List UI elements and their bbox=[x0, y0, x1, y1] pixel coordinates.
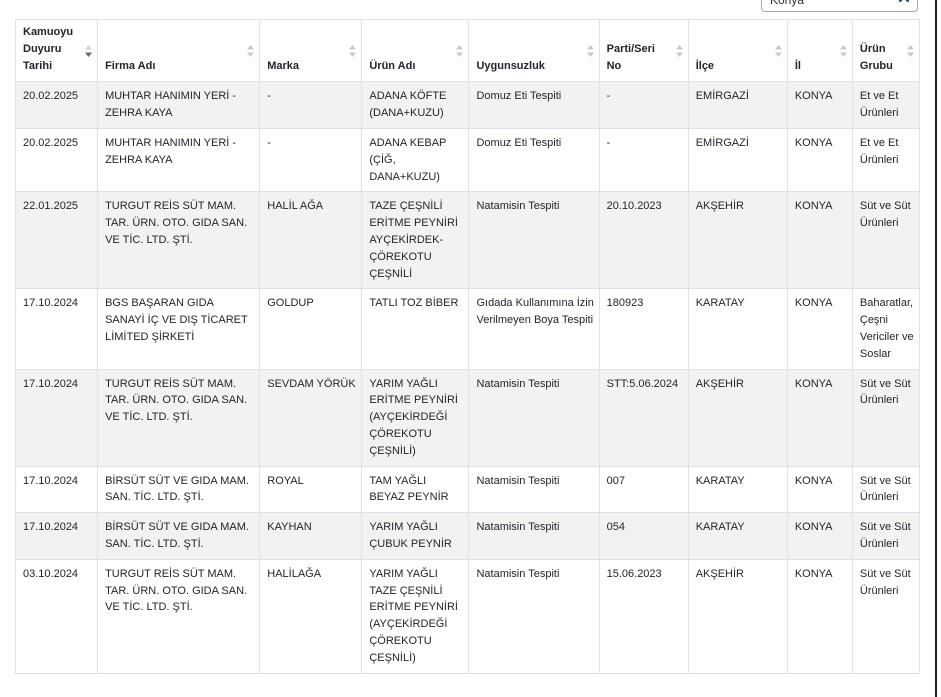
cell-date: 03.10.2024 bbox=[16, 559, 98, 673]
cell-firm: TURGUT REİS SÜT MAM. TAR. ÜRN. OTO. GIDA SAN. VE TİC. LTD. ŞTİ. bbox=[98, 369, 260, 466]
cell-district: AKŞEHİR bbox=[688, 192, 787, 289]
cell-batch: 007 bbox=[599, 466, 688, 513]
cell-product-group: Et ve Et Ürünleri bbox=[852, 128, 919, 191]
cell-brand: - bbox=[260, 82, 362, 129]
search-box[interactable] bbox=[761, 0, 918, 12]
cell-date: 22.01.2025 bbox=[16, 192, 98, 289]
column-header-product[interactable] bbox=[362, 20, 469, 82]
sort-icon bbox=[840, 45, 847, 57]
table-row bbox=[16, 192, 920, 289]
column-header-batch[interactable] bbox=[599, 20, 688, 82]
table-row bbox=[16, 466, 920, 513]
cell-product: TATLI TOZ BİBER bbox=[362, 289, 469, 369]
cell-district: AKŞEHİR bbox=[688, 369, 787, 466]
header-row bbox=[16, 20, 920, 82]
sort-icon bbox=[676, 45, 683, 57]
sort-icon bbox=[456, 45, 463, 57]
search-input[interactable] bbox=[770, 0, 890, 11]
cell-firm: BİRSÜT SÜT VE GIDA MAM. SAN. TİC. LTD. ŞTİ. bbox=[98, 466, 260, 513]
cell-district: KARATAY bbox=[688, 513, 787, 560]
cell-firm: TURGUT REİS SÜT MAM. TAR. ÜRN. OTO. GIDA SAN. VE TİC. LTD. ŞTİ. bbox=[98, 192, 260, 289]
table-row bbox=[16, 289, 920, 369]
cell-district: AKŞEHİR bbox=[688, 559, 787, 673]
cell-batch: 180923 bbox=[599, 289, 688, 369]
cell-province: KONYA bbox=[787, 192, 852, 289]
cell-province: KONYA bbox=[787, 289, 852, 369]
sort-icon bbox=[349, 45, 356, 57]
column-header-date[interactable] bbox=[16, 20, 98, 82]
cell-firm: BİRSÜT SÜT VE GIDA MAM. SAN. TİC. LTD. ŞTİ. bbox=[98, 513, 260, 560]
cell-brand: GOLDUP bbox=[260, 289, 362, 369]
window-border bbox=[935, 0, 937, 697]
cell-product: YARIM YAĞLI TAZE ÇEŞNİLİ ERİTME PEYNİRİ (AYÇEKİRDEĞİ ÇÖREKOTU ÇEŞNİLİ) bbox=[362, 559, 469, 673]
cell-firm: TURGUT REİS SÜT MAM. TAR. ÜRN. OTO. GIDA SAN. VE TİC. LTD. ŞTİ. bbox=[98, 559, 260, 673]
cell-product-group: Süt ve Süt Ürünleri bbox=[852, 466, 919, 513]
column-header-nonconformity[interactable] bbox=[469, 20, 599, 82]
cell-date: 20.02.2025 bbox=[16, 82, 98, 129]
cell-district: KARATAY bbox=[688, 466, 787, 513]
cell-province: KONYA bbox=[787, 82, 852, 129]
column-header-firm[interactable] bbox=[98, 20, 260, 82]
header-label: Uygunsuzluk bbox=[476, 59, 545, 72]
cell-product: ADANA KÖFTE (DANA+KUZU) bbox=[362, 82, 469, 129]
cell-date: 17.10.2024 bbox=[16, 289, 98, 369]
cell-province: KONYA bbox=[787, 369, 852, 466]
cell-nonconformity: Natamisin Tespiti bbox=[469, 466, 599, 513]
cell-batch: 20.10.2023 bbox=[599, 192, 688, 289]
table-row bbox=[16, 369, 920, 466]
table-row bbox=[16, 128, 920, 191]
column-header-province[interactable] bbox=[787, 20, 852, 82]
cell-product: TAM YAĞLI BEYAZ PEYNİR bbox=[362, 466, 469, 513]
column-header-district[interactable] bbox=[688, 20, 787, 82]
cell-nonconformity: Natamisin Tespiti bbox=[469, 559, 599, 673]
cell-firm: BGS BAŞARAN GIDA SANAYİ İÇ VE DIŞ TİCARET LİMİTED ŞİRKETİ bbox=[98, 289, 260, 369]
cell-nonconformity: Domuz Eti Tespiti bbox=[469, 82, 599, 129]
cell-brand: - bbox=[260, 128, 362, 191]
header-label: Ürün Adı bbox=[369, 59, 416, 72]
sort-icon bbox=[587, 45, 594, 57]
cell-product-group: Et ve Et Ürünleri bbox=[852, 82, 919, 129]
sort-icon bbox=[907, 45, 914, 57]
recall-table bbox=[15, 19, 920, 674]
cell-nonconformity: Natamisin Tespiti bbox=[469, 369, 599, 466]
cell-date: 17.10.2024 bbox=[16, 369, 98, 466]
cell-product-group: Süt ve Süt Ürünleri bbox=[852, 192, 919, 289]
cell-product-group: Süt ve Süt Ürünleri bbox=[852, 513, 919, 560]
cell-district: EMİRGAZİ bbox=[688, 128, 787, 191]
cell-nonconformity: Natamisin Tespiti bbox=[469, 513, 599, 560]
cell-brand: KAYHAN bbox=[260, 513, 362, 560]
header-label: Parti/Seri No bbox=[606, 42, 655, 72]
column-header-brand[interactable] bbox=[260, 20, 362, 82]
header-label: Kamuoyu Duyuru Tarihi bbox=[23, 26, 74, 72]
cell-product: YARIM YAĞLI ERİTME PEYNİRİ (AYÇEKİRDEĞİ ÇÖREKOTU ÇEŞNİLİ) bbox=[362, 369, 469, 466]
cell-province: KONYA bbox=[787, 128, 852, 191]
cell-date: 17.10.2024 bbox=[16, 466, 98, 513]
cell-product-group: Süt ve Süt Ürünleri bbox=[852, 559, 919, 673]
header-label: İl bbox=[794, 59, 801, 72]
cell-brand: HALİLAĞA bbox=[260, 559, 362, 673]
cell-batch: - bbox=[599, 82, 688, 129]
cell-firm: MUHTAR HANIMIN YERİ - ZEHRA KAYA bbox=[98, 128, 260, 191]
cell-date: 20.02.2025 bbox=[16, 128, 98, 191]
cell-firm: MUHTAR HANIMIN YERİ - ZEHRA KAYA bbox=[98, 82, 260, 129]
cell-batch: 15.06.2023 bbox=[599, 559, 688, 673]
sort-icon bbox=[247, 45, 254, 57]
cell-district: KARATAY bbox=[688, 289, 787, 369]
table-row bbox=[16, 513, 920, 560]
cell-brand: HALİL AĞA bbox=[260, 192, 362, 289]
cell-brand: SEVDAM YÖRÜK bbox=[260, 369, 362, 466]
sort-desc-icon bbox=[85, 45, 92, 57]
cell-brand: ROYAL bbox=[260, 466, 362, 513]
cell-nonconformity: Natamisin Tespiti bbox=[469, 192, 599, 289]
cell-date: 17.10.2024 bbox=[16, 513, 98, 560]
sort-icon bbox=[775, 45, 782, 57]
header-label: Ürün Grubu bbox=[859, 42, 893, 72]
cell-batch: STT:5.06.2024 bbox=[599, 369, 688, 466]
cell-product: TAZE ÇEŞNİLİ ERİTME PEYNİRİ AYÇEKİRDEK-ÇÖREKOTU ÇEŞNİLİ bbox=[362, 192, 469, 289]
cell-batch: - bbox=[599, 128, 688, 191]
cell-product: ADANA KEBAP (ÇİĞ, DANA+KUZU) bbox=[362, 128, 469, 191]
column-header-product-group[interactable] bbox=[852, 20, 919, 82]
cell-product-group: Süt ve Süt Ürünleri bbox=[852, 369, 919, 466]
cell-province: KONYA bbox=[787, 513, 852, 560]
header-label: Marka bbox=[267, 59, 300, 72]
clear-search-icon[interactable] bbox=[897, 0, 911, 4]
cell-batch: 054 bbox=[599, 513, 688, 560]
cell-district: EMİRGAZİ bbox=[688, 82, 787, 129]
header-label: Firma Adı bbox=[105, 59, 156, 72]
table-row bbox=[16, 559, 920, 673]
cell-product: YARIM YAĞLI ÇUBUK PEYNİR bbox=[362, 513, 469, 560]
table-row bbox=[16, 82, 920, 129]
cell-province: KONYA bbox=[787, 466, 852, 513]
cell-nonconformity: Domuz Eti Tespiti bbox=[469, 128, 599, 191]
header-label: İlçe bbox=[695, 59, 715, 72]
cell-nonconformity: Gıdada Kullanımına İzin Verilmeyen Boya Tespiti bbox=[469, 289, 599, 369]
cell-product-group: Baharatlar, Çeşni Vericiler ve Soslar bbox=[852, 289, 919, 369]
cell-province: KONYA bbox=[787, 559, 852, 673]
